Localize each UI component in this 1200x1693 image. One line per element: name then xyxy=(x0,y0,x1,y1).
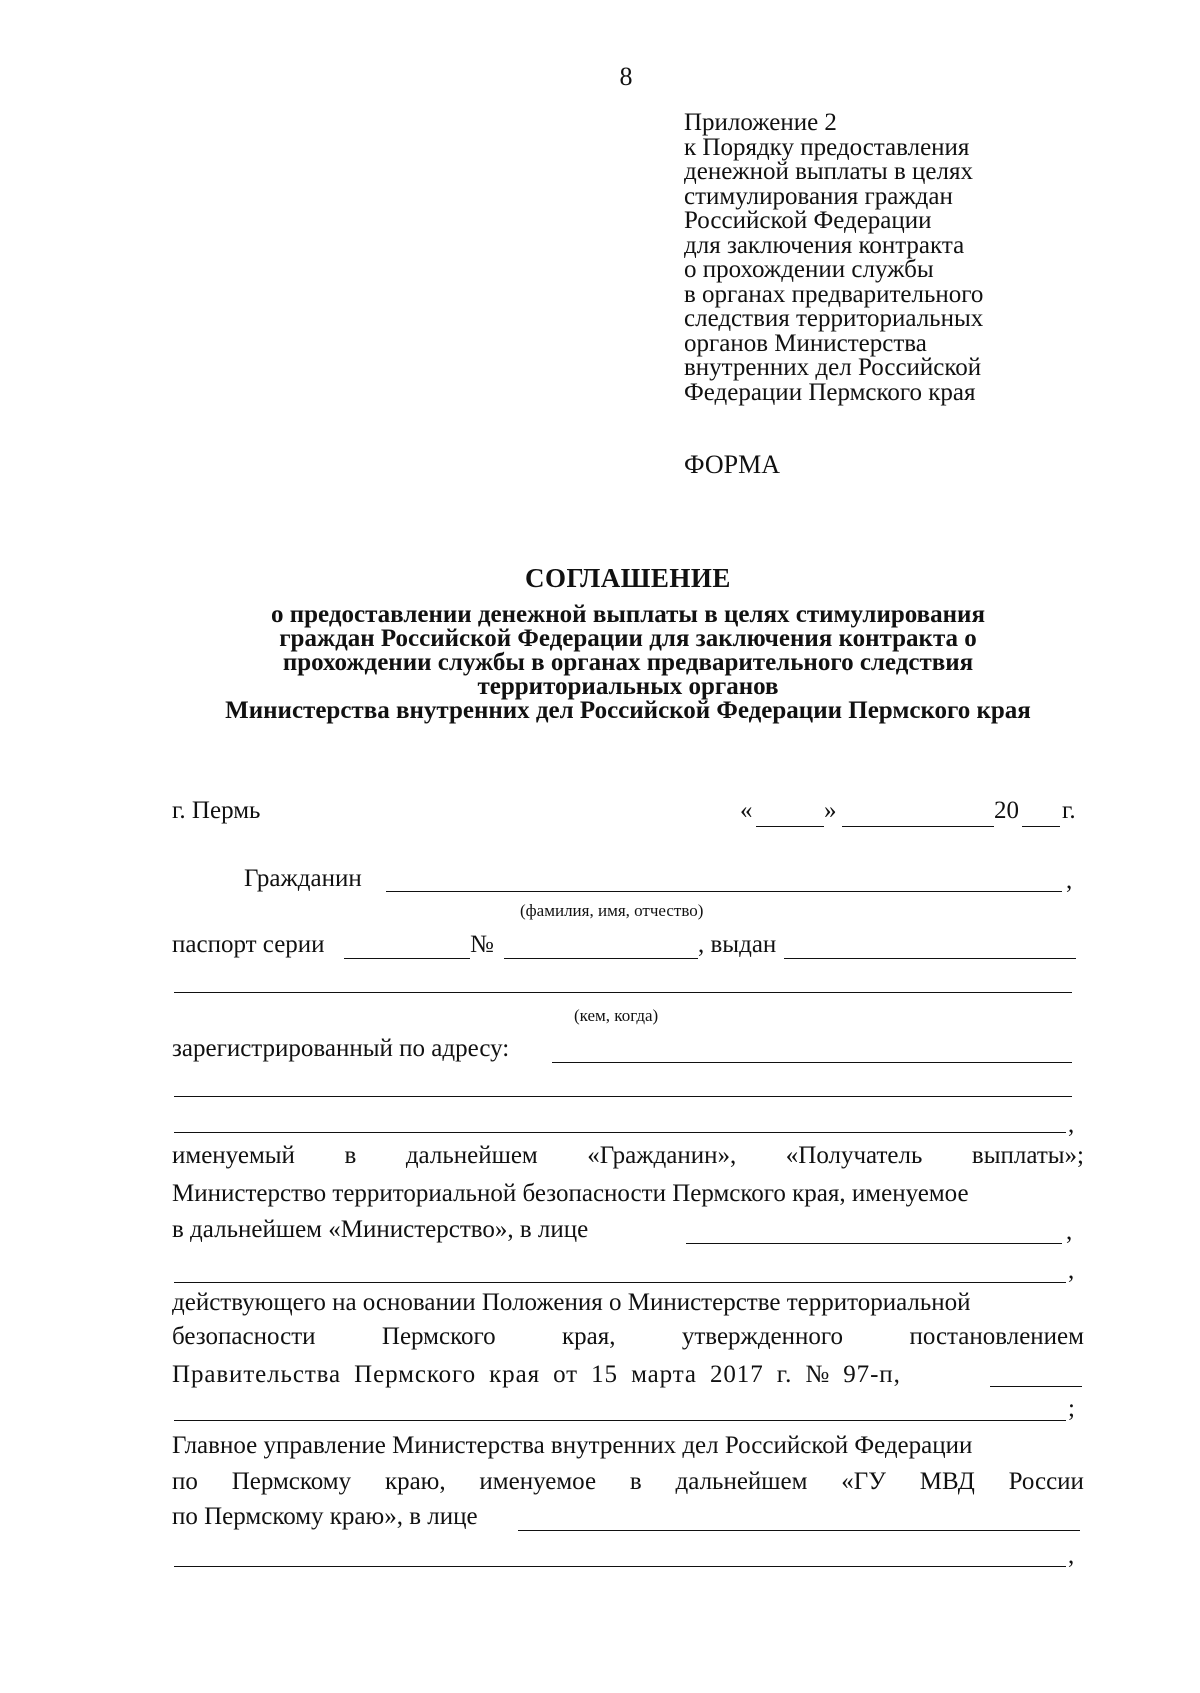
word: в xyxy=(344,1142,357,1169)
word: «Получатель xyxy=(785,1142,923,1169)
word: Пермского xyxy=(381,1323,496,1350)
subtitle-line: о предоставлении денежной выплаты в целях стимулирования xyxy=(271,601,985,628)
additional-basis-field[interactable] xyxy=(990,1386,1082,1387)
issued-label: , выдан xyxy=(698,931,777,958)
appendix-header xyxy=(684,111,1064,405)
word: «ГУ xyxy=(841,1468,886,1495)
word: именуемое xyxy=(479,1468,597,1495)
acting-basis-line: Правительства Пермского края от 15 марта 2017 г. № 97-п, xyxy=(172,1361,901,1388)
semicolon: ; xyxy=(1068,1395,1075,1422)
word: дальнейшем xyxy=(405,1142,538,1169)
acting-basis-line xyxy=(172,1322,1084,1352)
appendix-line: в органах предварительного xyxy=(684,280,984,308)
appendix-line: Российской Федерации xyxy=(684,207,932,234)
word: утвержденного xyxy=(681,1323,844,1350)
year-field[interactable] xyxy=(1022,826,1060,827)
word: края, xyxy=(561,1323,616,1350)
issued-by-field-continued[interactable] xyxy=(174,992,1072,993)
address-field-line2[interactable] xyxy=(174,1096,1072,1097)
form-label: ФОРМА xyxy=(684,450,780,479)
date-year-suffix: г. xyxy=(1062,797,1076,824)
passport-number-field[interactable] xyxy=(504,958,698,959)
day-field[interactable] xyxy=(756,826,824,827)
issued-hint: (кем, когда) xyxy=(574,1006,659,1025)
appendix-line: стимулирования граждан xyxy=(684,182,953,210)
gu-mvd-line: по Пермскому краю», в лице xyxy=(172,1503,478,1530)
document-subtitle xyxy=(150,603,1106,723)
month-field[interactable] xyxy=(842,826,994,827)
word: МВД xyxy=(919,1468,975,1495)
comma: , xyxy=(1066,867,1073,894)
named-citizen-line xyxy=(172,1141,1084,1171)
comma: , xyxy=(1068,1542,1075,1569)
comma: , xyxy=(1066,1218,1073,1245)
gu-mvd-line: Главное управление Министерства внутренних дел Российской Федерации xyxy=(172,1432,973,1459)
word: именуемый xyxy=(172,1142,295,1169)
date-century: 20 xyxy=(994,797,1019,824)
word: дальнейшем xyxy=(675,1468,808,1495)
word: в xyxy=(629,1468,642,1495)
fio-hint: (фамилия, имя, отчество) xyxy=(520,901,704,920)
word: выплаты»; xyxy=(971,1142,1084,1169)
appendix-line: Приложение 2 xyxy=(684,109,837,136)
word: «Гражданин», xyxy=(587,1142,737,1169)
issued-by-field[interactable] xyxy=(784,958,1076,959)
gu-mvd-line xyxy=(172,1467,1084,1497)
subtitle-line: Министерства внутренних дел Российской Федерации Пермского края xyxy=(225,697,1031,724)
word: по xyxy=(172,1468,198,1495)
appendix-line: Федерации Пермского края xyxy=(684,378,976,406)
citizen-label: Гражданин xyxy=(244,865,362,892)
appendix-line: к Порядку предоставления xyxy=(684,133,970,161)
city-label: г. Пермь xyxy=(172,797,261,824)
additional-basis-field-line2[interactable] xyxy=(174,1420,1066,1421)
date-close-quote: » xyxy=(824,797,837,824)
address-label: зарегистрированный по адресу: xyxy=(172,1035,510,1062)
passport-series-field[interactable] xyxy=(344,958,470,959)
ministry-representative-field-line2[interactable] xyxy=(174,1282,1066,1283)
word: постановлением xyxy=(909,1323,1084,1350)
appendix-line: следствия территориальных xyxy=(684,305,984,332)
word: России xyxy=(1008,1468,1084,1495)
date-open-quote: « xyxy=(740,797,753,824)
page-number: 8 xyxy=(619,62,633,91)
subtitle-line: прохождении службы в органах предварительного следствия xyxy=(282,649,974,676)
document-title: СОГЛАШЕНИЕ xyxy=(525,563,731,593)
passport-number-sign: № xyxy=(470,931,494,958)
address-field-line3[interactable] xyxy=(174,1132,1066,1133)
passport-series-label: паспорт серии xyxy=(172,931,325,958)
ministry-representative-field[interactable] xyxy=(686,1243,1062,1244)
acting-basis-line: действующего на основании Положения о Министерстве территориальной xyxy=(172,1289,971,1316)
comma: , xyxy=(1068,1111,1075,1138)
address-field[interactable] xyxy=(552,1062,1072,1063)
appendix-line: денежной выплаты в целях xyxy=(684,158,973,185)
appendix-line: о прохождении службы xyxy=(684,256,934,283)
ministry-line: Министерство территориальной безопасности Пермского края, именуемое xyxy=(172,1180,969,1207)
comma: , xyxy=(1068,1257,1075,1284)
word: Пермскому xyxy=(231,1468,352,1495)
subtitle-line: территориальных органов xyxy=(477,673,779,700)
appendix-line: органов Министерства xyxy=(684,329,927,357)
citizen-fio-field[interactable] xyxy=(386,891,1062,892)
ministry-line: в дальнейшем «Министерство», в лице xyxy=(172,1216,589,1243)
appendix-line: для заключения контракта xyxy=(684,231,965,259)
gu-representative-field-line2[interactable] xyxy=(174,1566,1066,1567)
word: безопасности xyxy=(172,1323,316,1350)
appendix-line: внутренних дел Российской xyxy=(684,354,982,381)
word: краю, xyxy=(384,1468,446,1495)
gu-representative-field[interactable] xyxy=(518,1530,1080,1531)
subtitle-line: граждан Российской Федерации для заключения контракта о xyxy=(279,625,977,652)
